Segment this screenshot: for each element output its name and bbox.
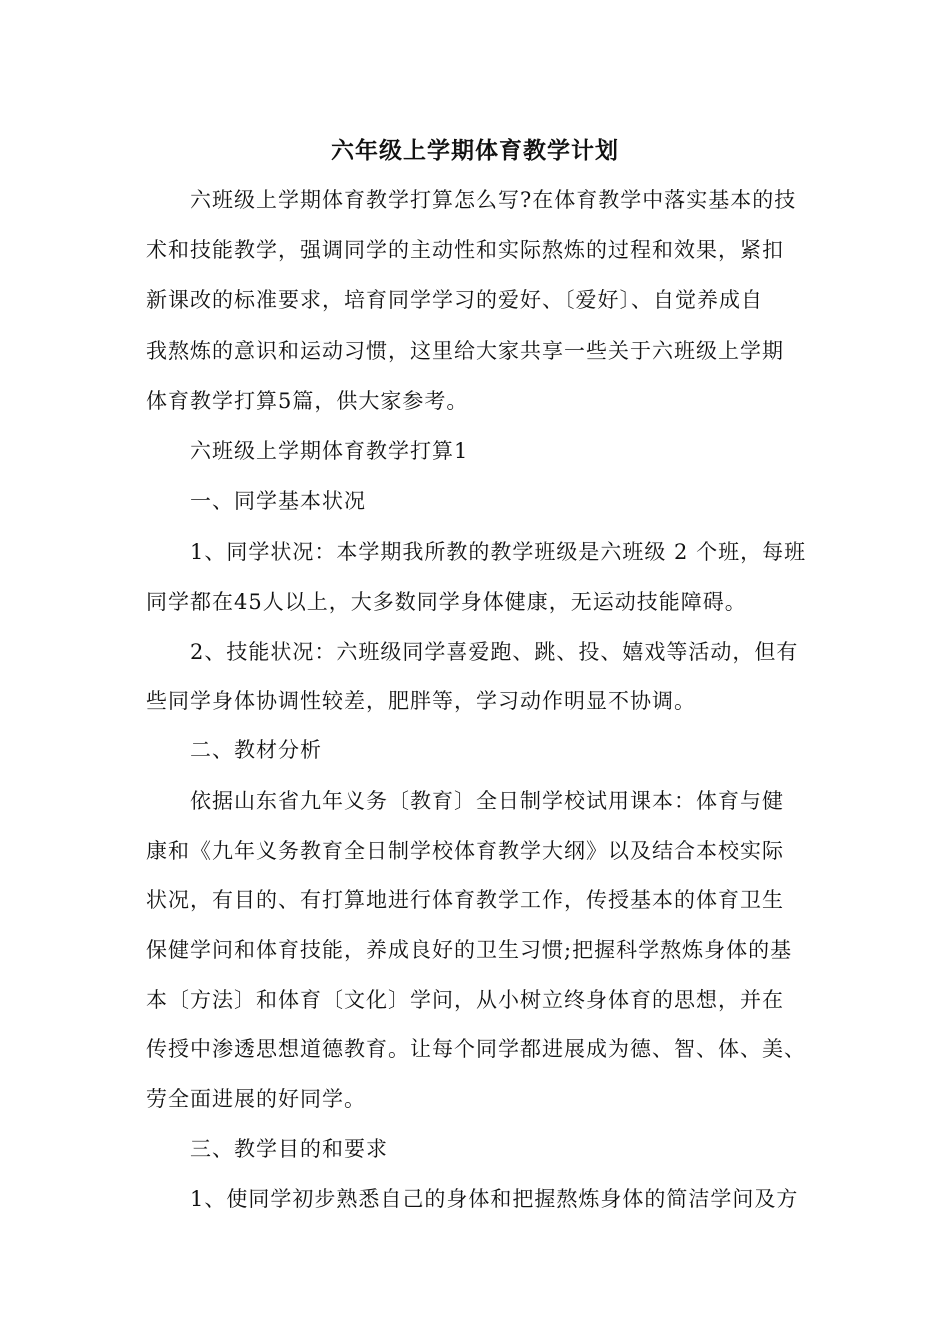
section-heading: 一、同学基本状况 xyxy=(190,489,366,513)
paragraph-line: 体育教学打算5篇，供大家参考。 xyxy=(146,389,469,413)
paragraph-line: 本〔方法〕和体育〔文化〕学问，从小树立终身体育的思想，并在 xyxy=(146,988,784,1012)
paragraph-line: 1、同学状况：本学期我所教的教学班级是六班级 2 个班，每班 xyxy=(190,540,807,564)
paragraph-line: 新课改的标准要求，培育同学学习的爱好、〔爱好〕、自觉养成自 xyxy=(146,288,763,312)
section-heading: 六班级上学期体育教学打算1 xyxy=(190,439,469,463)
section-heading: 三、教学目的和要求 xyxy=(190,1137,388,1161)
paragraph-line: 传授中渗透思想道德教育。让每个同学都进展成为德、智、体、美、 xyxy=(146,1037,806,1061)
paragraph-line: 我熬炼的意识和运动习惯，这里给大家共享一些关于六班级上学期 xyxy=(146,339,784,363)
paragraph-line: 1、使同学初步熟悉自己的身体和把握熬炼身体的简洁学问及方 xyxy=(190,1187,799,1211)
paragraph-line: 2、技能状况：六班级同学喜爱跑、跳、投、嬉戏等活动，但有 xyxy=(190,640,799,664)
paragraph-line: 保健学问和体育技能，养成良好的卫生习惯;把握科学熬炼身体的基 xyxy=(146,938,793,962)
document-title: 六年级上学期体育教学计划 xyxy=(331,137,619,164)
paragraph-line: 些同学身体协调性较差，肥胖等，学习动作明显不协调。 xyxy=(146,689,696,713)
paragraph-line: 依据山东省九年义务〔教育〕全日制学校试用课本：体育与健 xyxy=(190,789,784,813)
paragraph-line: 状况，有目的、有打算地进行体育教学工作，传授基本的体育卫生 xyxy=(146,888,784,912)
paragraph-line: 术和技能教学，强调同学的主动性和实际熬炼的过程和效果，紧扣 xyxy=(146,238,784,262)
paragraph-line: 康和《九年义务教育全日制学校体育教学大纲》以及结合本校实际 xyxy=(146,839,784,863)
section-heading: 二、教材分析 xyxy=(190,738,322,762)
paragraph-line: 六班级上学期体育教学打算怎么写?在体育教学中落实基本的技 xyxy=(190,188,797,212)
paragraph-line: 劳全面进展的好同学。 xyxy=(146,1087,366,1111)
paragraph-line: 同学都在45人以上，大多数同学身体健康，无运动技能障碍。 xyxy=(146,590,747,614)
